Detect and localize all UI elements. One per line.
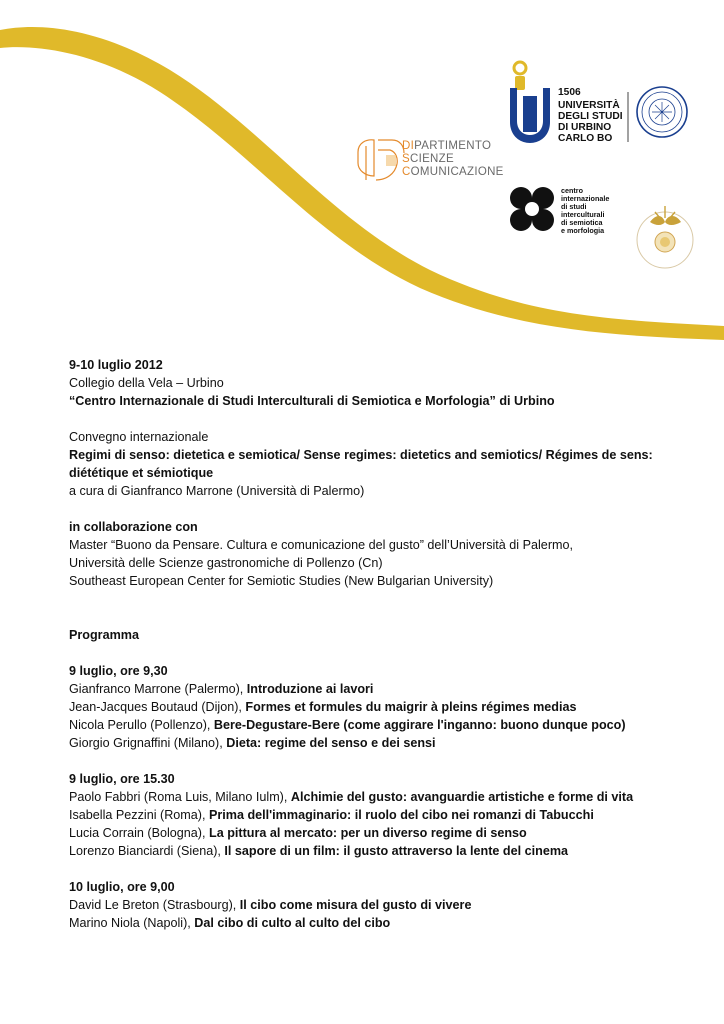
speaker: Lorenzo Bianciardi (Siena), — [69, 844, 225, 858]
conference-type: Convegno internazionale — [69, 430, 209, 444]
dept-line2-cap: S — [402, 153, 410, 165]
conference-curator: a cura di Gianfranco Marrone (Università di Palermo) — [69, 484, 365, 498]
university-line-2: DEGLI STUDI — [558, 111, 623, 122]
speaker: David Le Breton (Strasbourg), — [69, 898, 240, 912]
speaker: Lucia Corrain (Bologna), — [69, 826, 210, 840]
talk-title: Introduzione ai lavori — [246, 682, 374, 696]
program-entry — [69, 842, 709, 860]
conference-title-line-2: diététique et sémiotique — [69, 466, 214, 480]
program-entry — [69, 806, 709, 824]
university-line-1: UNIVERSITÀ — [558, 100, 620, 111]
program-heading: Programma — [69, 628, 139, 642]
event-date: 9-10 luglio 2012 — [69, 358, 163, 372]
university-emblem-icon — [510, 62, 550, 143]
speaker: Nicola Perullo (Pollenzo), — [69, 718, 214, 732]
dept-mark-icon — [358, 140, 404, 180]
speaker: Isabella Pezzini (Roma), — [69, 808, 209, 822]
event-organizer: “Centro Internazionale di Studi Interculturali di Semiotica e Morfologia” di Urbino — [69, 394, 555, 408]
talk-title: Il cibo come misura del gusto di vivere — [239, 898, 472, 912]
pollenzo-seal-icon — [637, 206, 693, 268]
dept-line1-cap: DI — [402, 140, 415, 152]
talk-title: Alchimie del gusto: avanguardie artistiche e forme di vita — [290, 790, 634, 804]
talk-title: Il sapore di un film: il gusto attraverso la lente del cinema — [224, 844, 569, 858]
program-entry — [69, 716, 709, 734]
svg-text:COMUNICAZIONE — [402, 166, 504, 178]
talk-title: Formes et formules du maigrir à pleins régimes medias — [245, 700, 577, 714]
centro-line-1: centro — [561, 186, 583, 195]
conference-title-line-1: Regimi di senso: dietetica e semiotica/ Sense regimes: dietetics and semiotics/ Régimes de sens: — [69, 448, 653, 462]
dept-line3-cap: C — [402, 166, 411, 178]
speaker: Giorgio Grignaffini (Milano), — [69, 736, 227, 750]
header-banner — [0, 0, 724, 345]
session-title: 9 luglio, ore 9,30 — [69, 664, 168, 678]
talk-title: Dieta: regime del senso e dei sensi — [226, 736, 436, 750]
program-entry — [69, 788, 709, 806]
talk-title: Bere-Degustare-Bere (come aggirare l'inganno: buono dunque poco) — [213, 718, 626, 732]
collaboration-item: Università delle Scienze gastronomiche di Pollenzo (Cn) — [69, 556, 383, 570]
header-graphics — [0, 0, 724, 345]
centro-line-6: e morfologia — [561, 226, 605, 235]
university-line-4: CARLO BO — [558, 133, 613, 144]
document-body — [69, 356, 709, 932]
program-entry — [69, 824, 709, 842]
centro-line-3: di studi — [561, 202, 587, 211]
yellow-wave-band — [0, 27, 724, 340]
program-entry — [69, 680, 709, 698]
talk-title: Prima dell'immaginario: il ruolo del cibo nei romanzi di Tabucchi — [208, 808, 594, 822]
collaboration-heading: in collaborazione con — [69, 520, 198, 534]
speaker: Paolo Fabbri (Roma Luis, Milano Iulm), — [69, 790, 291, 804]
centro-line-2: internazionale — [561, 194, 610, 203]
university-line-3: DI URBINO — [558, 122, 612, 133]
event-venue: Collegio della Vela – Urbino — [69, 376, 224, 390]
centro-logo — [510, 186, 609, 235]
university-seal-icon — [637, 87, 687, 137]
svg-text:SCIENZE — [402, 153, 454, 165]
dept-line3-rest: OMUNICAZIONE — [410, 166, 504, 178]
collaboration-item: Master “Buono da Pensare. Cultura e comunicazione del gusto” dell’Università di Palermo, — [69, 538, 574, 552]
dept-line2-rest: CIENZE — [409, 153, 454, 165]
dept-line1-rest: PARTIMENTO — [414, 140, 492, 152]
speaker: Jean-Jacques Boutaud (Dijon), — [69, 700, 246, 714]
collaboration-item: Southeast European Center for Semiotic Studies (New Bulgarian University) — [69, 574, 494, 588]
program-entry — [69, 914, 709, 932]
talk-title: La pittura al mercato: per un diverso regime di senso — [209, 826, 527, 840]
program-entry — [69, 734, 709, 752]
session-title: 10 luglio, ore 9,00 — [69, 880, 175, 894]
program-entry — [69, 698, 709, 716]
program-entry — [69, 896, 709, 914]
speaker: Gianfranco Marrone (Palermo), — [69, 682, 247, 696]
session-title: 9 luglio, ore 15.30 — [69, 772, 175, 786]
speaker: Marino Niola (Napoli), — [69, 916, 195, 930]
centro-quatrefoil-icon — [510, 187, 554, 231]
talk-title: Dal cibo di culto al culto del cibo — [194, 916, 391, 930]
dept-logo — [358, 140, 504, 180]
university-year: 1506 — [558, 87, 581, 98]
svg-text:DIPARTIMENTO — [402, 140, 491, 152]
centro-line-5: di semiotica — [561, 218, 603, 227]
centro-line-4: interculturali — [561, 210, 605, 219]
university-logo — [510, 62, 687, 144]
